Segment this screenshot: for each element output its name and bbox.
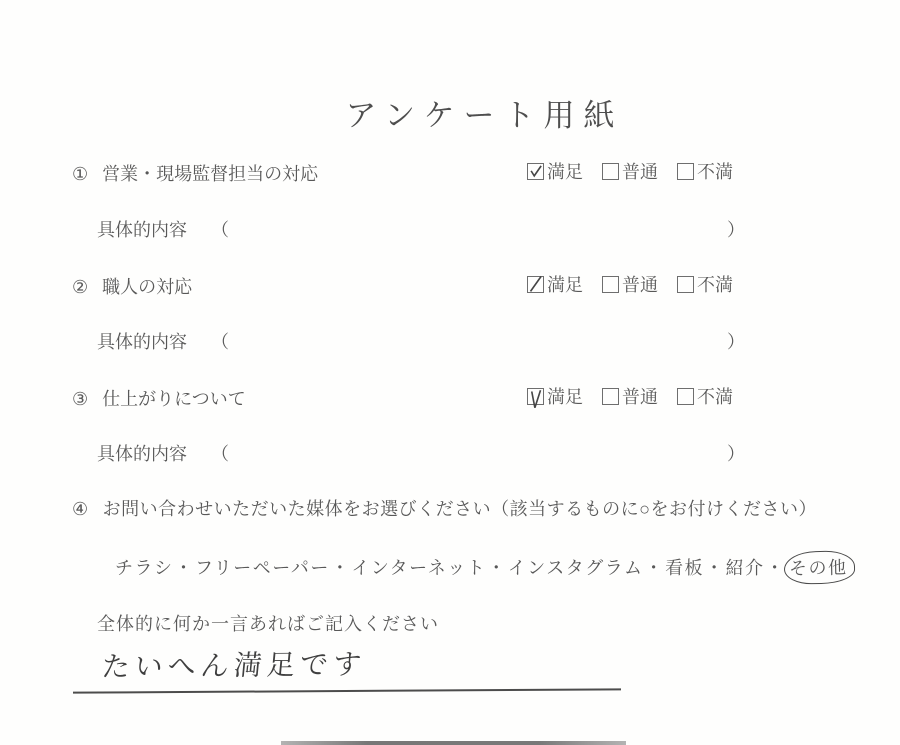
checkbox-dissatisfied[interactable] [677,388,694,405]
detail-row-1 [97,216,745,242]
detail-row-3 [97,440,745,466]
checkbox-dissatisfied[interactable] [677,276,694,293]
option-separator: ・ [705,558,725,578]
option-separator: ・ [174,558,194,578]
check-mark-icon [528,389,543,404]
close-paren: ） [727,332,745,352]
checkbox-label: 普通 [622,162,658,182]
option-satisfied [527,160,583,182]
check-mark-icon [603,389,618,404]
detail-row-2 [97,328,745,354]
question-number: ① [72,164,89,184]
media-option-instagram[interactable]: インスタグラム [507,558,644,578]
checkbox-label: 満足 [547,162,583,182]
checkbox-label: 普通 [622,275,658,295]
check-mark-icon [603,277,618,292]
check-mark-icon [678,277,693,292]
option-normal [602,160,658,182]
option-separator: ・ [644,558,665,578]
comment-label: 全体的に何か一言あればご記入ください [97,614,439,634]
question-number: ② [72,277,89,297]
checkbox-label: 満足 [547,387,583,407]
checkbox-satisfied[interactable] [527,276,544,293]
media-option-internet[interactable]: インターネット [351,558,487,578]
media-options-line [115,551,855,584]
check-mark-icon [603,164,618,179]
option-separator: ・ [330,558,351,578]
option-satisfied [527,273,583,295]
detail-label: 具体的内容 [97,444,187,464]
check-mark-icon [528,164,543,179]
close-paren: ） [727,220,745,240]
option-normal [602,273,658,295]
detail-blank-field[interactable] [229,216,727,238]
detail-label: 具体的内容 [97,220,187,240]
checkbox-label: 不満 [697,387,733,407]
option-satisfied [527,385,583,407]
option-separator: ・ [765,558,786,578]
open-paren: （ [211,220,229,240]
checkbox-label: 不満 [697,275,733,295]
media-option-other-circled[interactable]: その他 [784,550,855,584]
handwritten-comment: たいへん満足です [100,647,368,684]
checkbox-normal[interactable] [602,388,619,405]
checkbox-label: 満足 [547,275,583,295]
form-title: アンケート用紙 [345,98,624,133]
check-mark-icon [678,389,693,404]
media-option-flyer[interactable]: チラシ [115,558,174,578]
detail-blank-field[interactable] [229,440,727,462]
question-row-4 [72,495,817,521]
question-row-3 [72,385,900,411]
question-row-2 [72,273,900,299]
detail-blank-field[interactable] [229,328,727,350]
checkbox-group [527,385,733,407]
checkbox-satisfied[interactable] [527,388,544,405]
option-normal [602,385,658,407]
question-number: ④ [72,499,89,519]
checkbox-dissatisfied[interactable] [677,163,694,180]
checkbox-group [527,273,733,295]
scan-edge-artifact [281,741,626,745]
checkbox-satisfied[interactable] [527,163,544,180]
check-mark-icon [528,277,543,292]
check-mark-icon [678,164,693,179]
checkbox-label: 不満 [697,162,733,182]
checkbox-label: 普通 [622,387,658,407]
option-dissatisfied [677,160,733,182]
comment-write-line[interactable] [73,688,621,693]
checkbox-normal[interactable] [602,163,619,180]
open-paren: （ [211,332,229,352]
open-paren: （ [211,444,229,464]
media-option-referral[interactable]: 紹介 [725,558,765,578]
media-option-freepaper[interactable]: フリーペーパー [195,558,330,578]
option-dissatisfied [677,385,733,407]
detail-label: 具体的内容 [97,332,187,352]
question-row-1 [72,160,900,186]
close-paren: ） [727,444,745,464]
question-label: 職人の対応 [102,277,193,297]
media-option-signboard[interactable]: 看板 [665,558,705,578]
option-dissatisfied [677,273,733,295]
question-number: ③ [72,389,89,409]
checkbox-normal[interactable] [602,276,619,293]
question-label: 仕上がりについて [102,389,246,409]
checkbox-group [527,160,733,182]
option-separator: ・ [487,558,507,578]
question-label: 営業・現場監督担当の対応 [102,164,319,184]
question-label: お問い合わせいただいた媒体をお選びください（該当するものに○をお付けください） [102,499,818,519]
